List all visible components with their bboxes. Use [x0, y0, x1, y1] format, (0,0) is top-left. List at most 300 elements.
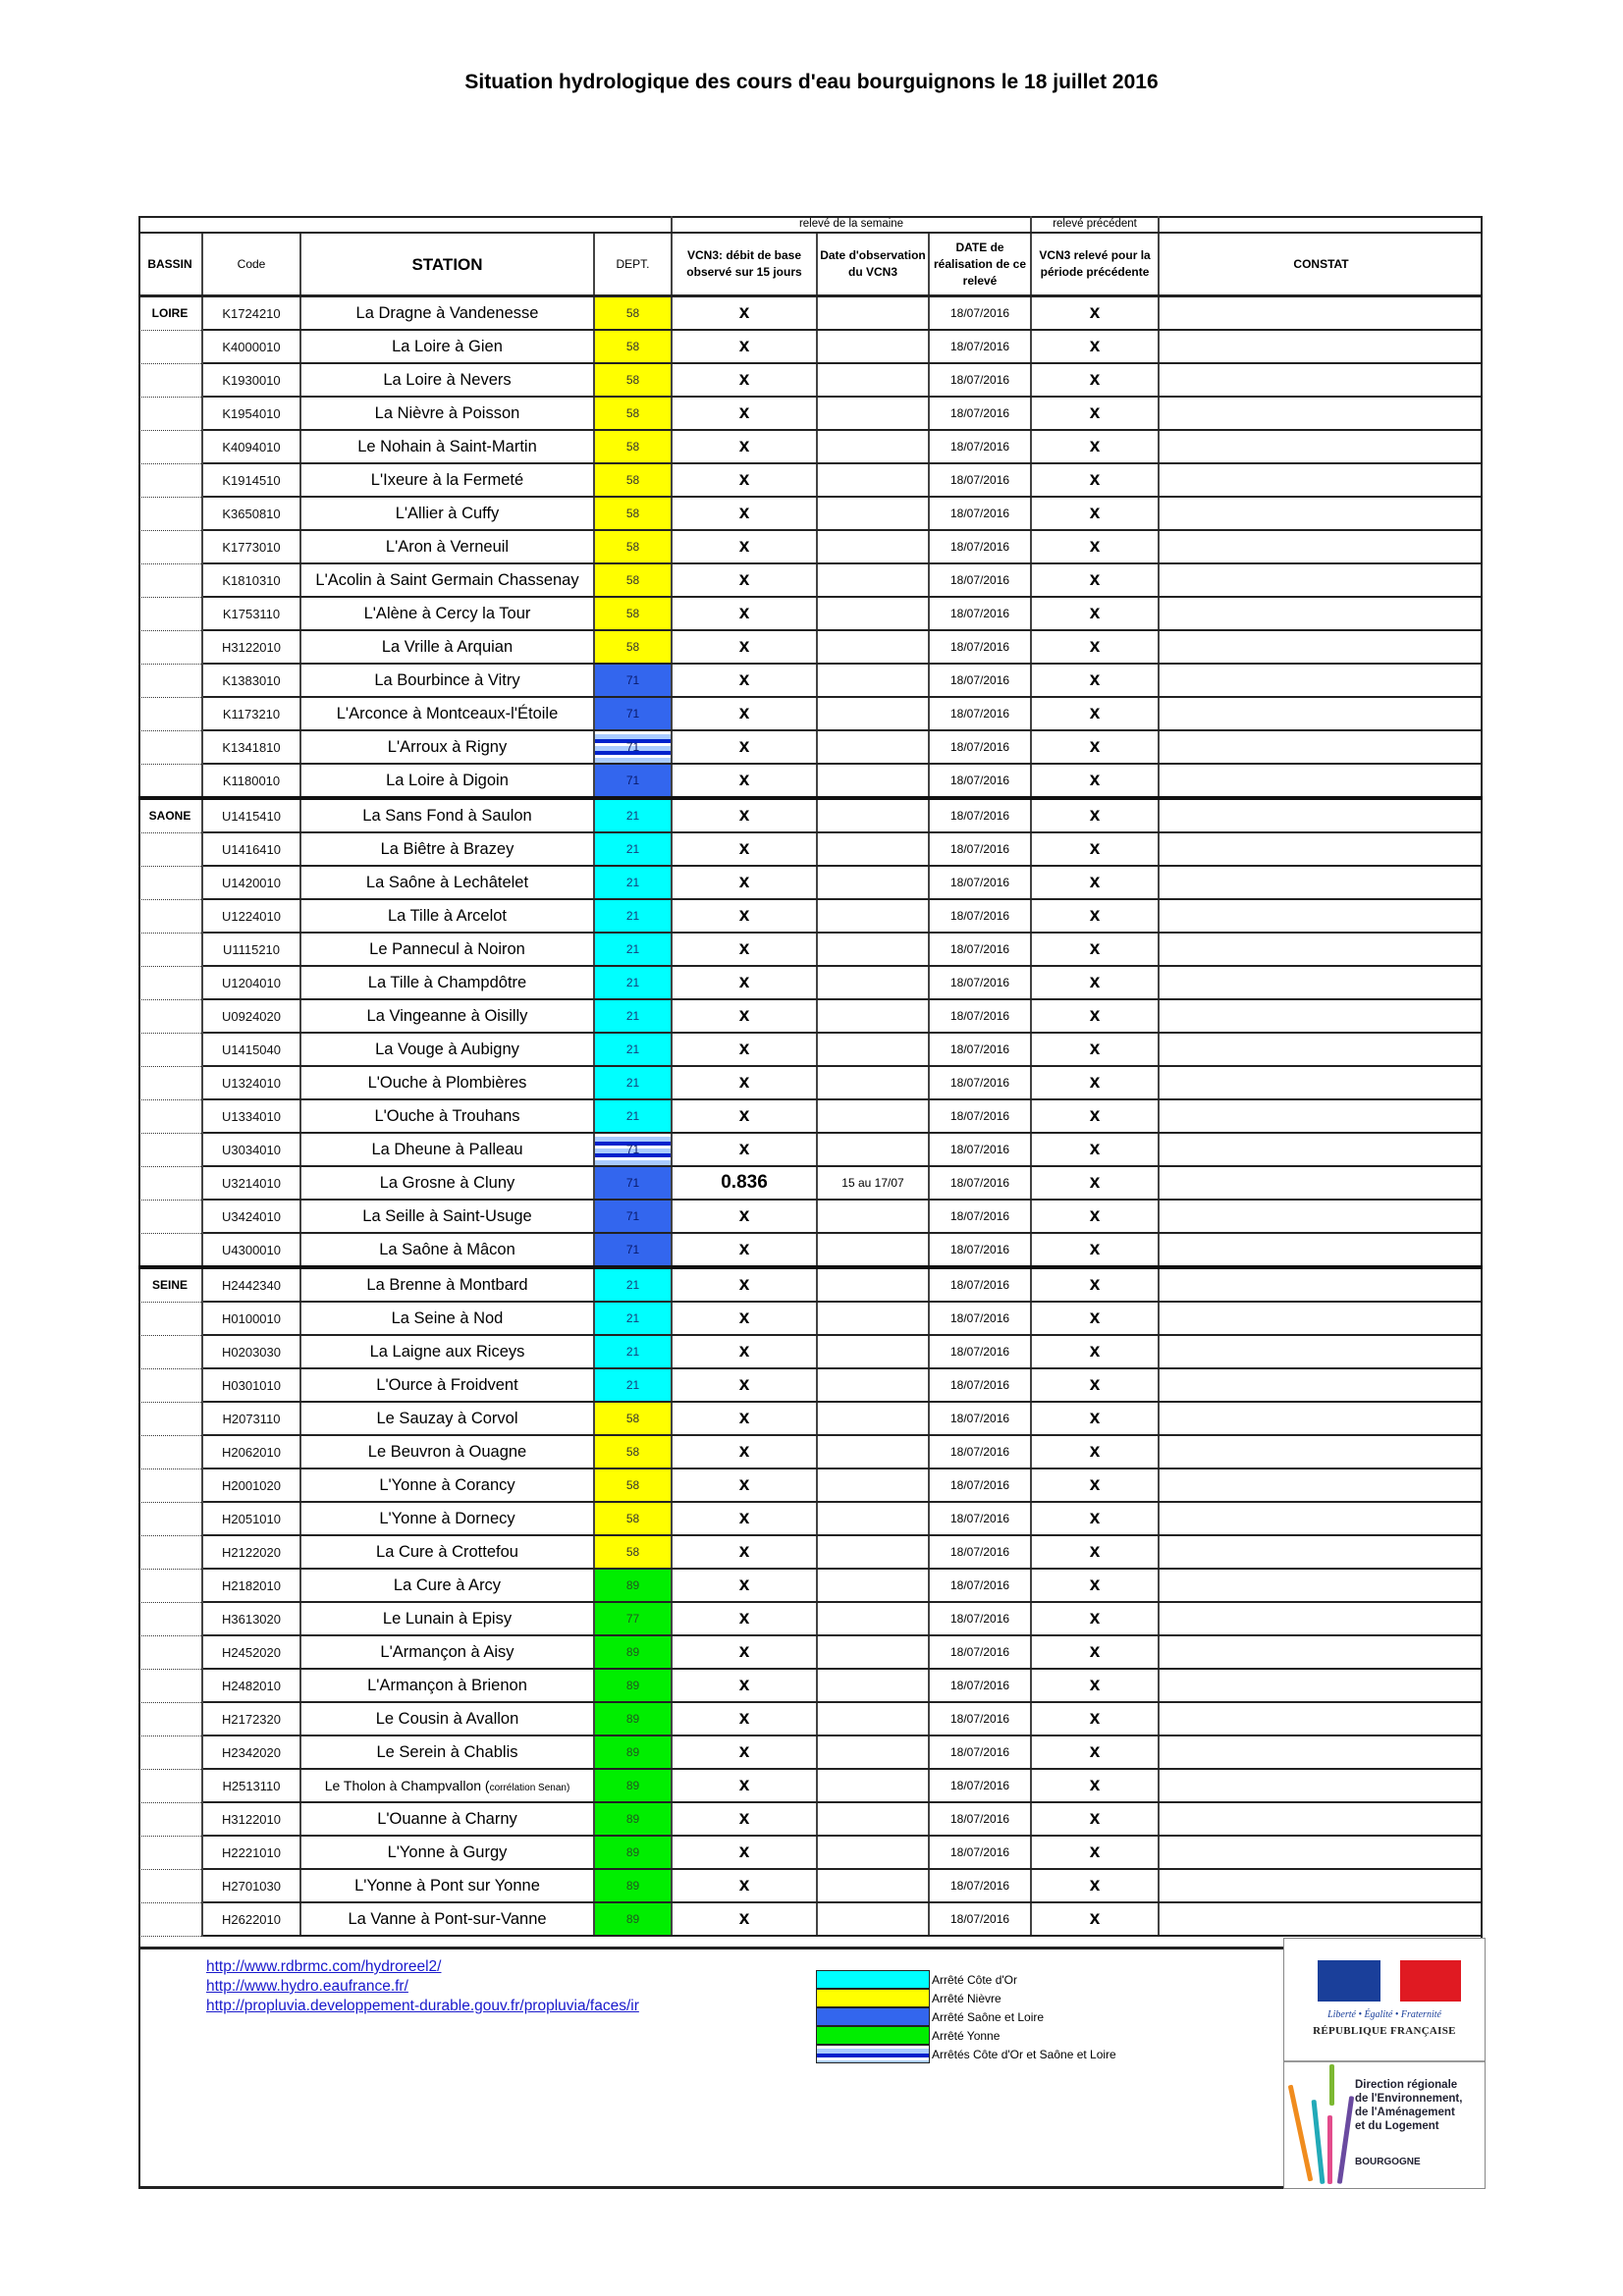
- date-cell: 18/07/2016: [929, 1669, 1031, 1702]
- constat-cell: [1159, 1166, 1483, 1200]
- station-cell: La Seine à Nod: [300, 1302, 594, 1335]
- obs-date-cell: [817, 1233, 929, 1267]
- obs-date-cell: [817, 1267, 929, 1302]
- legend: [816, 1970, 1116, 2063]
- station-cell: La Laigne aux Riceys: [300, 1335, 594, 1368]
- constat-cell: [1159, 630, 1483, 664]
- code-cell: U1334010: [202, 1099, 300, 1133]
- vcn3-cell: x: [672, 630, 817, 664]
- republic-name: RÉPUBLIQUE FRANÇAISE: [1313, 2025, 1456, 2037]
- vcn3-cell: x: [672, 363, 817, 397]
- vcn3-prev-cell: x: [1031, 1267, 1159, 1302]
- vcn3-cell: x: [672, 1133, 817, 1166]
- table-row: [138, 1402, 1483, 1435]
- date-cell: 18/07/2016: [929, 597, 1031, 630]
- vcn3-cell: x: [672, 497, 817, 530]
- bassin-cell: [138, 1502, 202, 1535]
- station-cell: La Vrille à Arquian: [300, 630, 594, 664]
- table-row: [138, 397, 1483, 430]
- dept-cell: 71: [594, 664, 672, 697]
- vcn3-cell: x: [672, 697, 817, 730]
- dept-cell: 58: [594, 1435, 672, 1468]
- vcn3-prev-cell: x: [1031, 1435, 1159, 1468]
- bassin-cell: [138, 463, 202, 497]
- vcn3-cell: x: [672, 330, 817, 363]
- station-cell: L'Ixeure à la Fermeté: [300, 463, 594, 497]
- code-cell: H2062010: [202, 1435, 300, 1468]
- table-row: [138, 899, 1483, 933]
- vcn3-cell: x: [672, 1869, 817, 1902]
- obs-date-cell: [817, 563, 929, 597]
- dreal-line: Direction régionale: [1355, 2079, 1458, 2091]
- constat-cell: [1159, 463, 1483, 497]
- table-row: [138, 1468, 1483, 1502]
- date-cell: 18/07/2016: [929, 1166, 1031, 1200]
- table-row: [138, 530, 1483, 563]
- bassin-cell: [138, 999, 202, 1033]
- constat-cell: [1159, 1902, 1483, 1936]
- station-cell: L'Armançon à Aisy: [300, 1635, 594, 1669]
- column-header-code: Code: [202, 233, 300, 296]
- table-row: [138, 1066, 1483, 1099]
- bassin-cell: [138, 1166, 202, 1200]
- table-row: [138, 1267, 1483, 1302]
- vcn3-cell: x: [672, 1066, 817, 1099]
- table-row: [138, 1166, 1483, 1200]
- vcn3-cell: x: [672, 664, 817, 697]
- vcn3-prev-cell: x: [1031, 1869, 1159, 1902]
- bassin-cell: [138, 1133, 202, 1166]
- constat-cell: [1159, 1735, 1483, 1769]
- table-body: [138, 296, 1483, 1937]
- code-cell: K1810310: [202, 563, 300, 597]
- vcn3-prev-cell: x: [1031, 1368, 1159, 1402]
- obs-date-cell: [817, 1502, 929, 1535]
- dreal-region: BOURGOGNE: [1355, 2157, 1421, 2167]
- vcn3-cell: x: [672, 1735, 817, 1769]
- vcn3-prev-cell: x: [1031, 1836, 1159, 1869]
- station-cell: Le Sauzay à Corvol: [300, 1402, 594, 1435]
- code-cell: K4094010: [202, 430, 300, 463]
- dept-cell: 58: [594, 463, 672, 497]
- station-cell: L'Ouanne à Charny: [300, 1802, 594, 1836]
- vcn3-prev-cell: x: [1031, 1802, 1159, 1836]
- dept-cell: 58: [594, 430, 672, 463]
- station-cell: La Grosne à Cluny: [300, 1166, 594, 1200]
- table-row: [138, 1133, 1483, 1166]
- table-row: [138, 798, 1483, 832]
- obs-date-cell: [817, 832, 929, 866]
- code-cell: U1415410: [202, 798, 300, 832]
- bassin-cell: [138, 1669, 202, 1702]
- code-cell: U3034010: [202, 1133, 300, 1166]
- bassin-cell: [138, 730, 202, 764]
- date-cell: 18/07/2016: [929, 1133, 1031, 1166]
- vcn3-cell: x: [672, 1233, 817, 1267]
- bassin-cell: [138, 330, 202, 363]
- vcn3-cell: x: [672, 1302, 817, 1335]
- vcn3-cell: x: [672, 1669, 817, 1702]
- vcn3-prev-cell: x: [1031, 999, 1159, 1033]
- table-row: [138, 330, 1483, 363]
- station-cell: La Tille à Arcelot: [300, 899, 594, 933]
- obs-date-cell: [817, 397, 929, 430]
- table-row: [138, 563, 1483, 597]
- legend-item-cote-dor-saone-et-loire: [816, 2045, 1116, 2063]
- station-cell: [300, 1769, 594, 1802]
- bassin-cell: [138, 397, 202, 430]
- dept-cell: 21: [594, 1033, 672, 1066]
- vcn3-cell: x: [672, 1033, 817, 1066]
- date-cell: 18/07/2016: [929, 296, 1031, 331]
- bassin-cell: [138, 1033, 202, 1066]
- code-cell: K1180010: [202, 764, 300, 798]
- vcn3-prev-cell: x: [1031, 330, 1159, 363]
- flag-red-icon: [1400, 1960, 1461, 2002]
- constat-cell: [1159, 1569, 1483, 1602]
- constat-cell: [1159, 1702, 1483, 1735]
- date-cell: 18/07/2016: [929, 1635, 1031, 1669]
- vcn3-prev-cell: x: [1031, 1569, 1159, 1602]
- dept-cell: 58: [594, 330, 672, 363]
- dept-cell: 21: [594, 798, 672, 832]
- obs-date-cell: [817, 1836, 929, 1869]
- obs-date-cell: [817, 764, 929, 798]
- vcn3-prev-cell: x: [1031, 1502, 1159, 1535]
- vcn3-prev-cell: x: [1031, 1902, 1159, 1936]
- constat-cell: [1159, 1502, 1483, 1535]
- dept-cell: 58: [594, 363, 672, 397]
- column-header-date: DATE de réalisation de ce relevé: [929, 233, 1031, 296]
- station-cell: La Brenne à Montbard: [300, 1267, 594, 1302]
- column-header-dept: DEPT.: [594, 233, 672, 296]
- date-cell: 18/07/2016: [929, 530, 1031, 563]
- vcn3-cell: x: [672, 296, 817, 331]
- vcn3-prev-cell: x: [1031, 497, 1159, 530]
- obs-date-cell: [817, 1669, 929, 1702]
- code-cell: U3214010: [202, 1166, 300, 1200]
- vcn3-cell: x: [672, 1502, 817, 1535]
- constat-cell: [1159, 563, 1483, 597]
- table-blank-band: [138, 1932, 1483, 1949]
- bassin-cell: [138, 1836, 202, 1869]
- vcn3-cell: x: [672, 730, 817, 764]
- date-cell: 18/07/2016: [929, 1569, 1031, 1602]
- dept-cell: 71: [594, 1166, 672, 1200]
- dept-cell: 71: [594, 1233, 672, 1267]
- table-row: [138, 1769, 1483, 1802]
- code-cell: U1324010: [202, 1066, 300, 1099]
- date-cell: 18/07/2016: [929, 866, 1031, 899]
- obs-date-cell: [817, 530, 929, 563]
- date-cell: 18/07/2016: [929, 630, 1031, 664]
- date-cell: 18/07/2016: [929, 899, 1031, 933]
- code-cell: H3122010: [202, 630, 300, 664]
- column-header-obs-date: Date d'observation du VCN3: [817, 233, 929, 296]
- date-cell: 18/07/2016: [929, 1267, 1031, 1302]
- code-cell: H0100010: [202, 1302, 300, 1335]
- dept-cell: 58: [594, 497, 672, 530]
- bassin-cell: [138, 1869, 202, 1902]
- bassin-cell: [138, 1368, 202, 1402]
- bassin-cell: [138, 630, 202, 664]
- group-header-previous: relevé précédent: [1031, 216, 1159, 233]
- obs-date-cell: [817, 630, 929, 664]
- vcn3-prev-cell: x: [1031, 798, 1159, 832]
- dept-cell: 21: [594, 1302, 672, 1335]
- bassin-cell: [138, 764, 202, 798]
- vcn3-prev-cell: x: [1031, 1635, 1159, 1669]
- station-cell: La Dragne à Vandenesse: [300, 296, 594, 331]
- constat-cell: [1159, 1267, 1483, 1302]
- table-row: [138, 497, 1483, 530]
- dept-cell: 77: [594, 1602, 672, 1635]
- dept-cell: 21: [594, 999, 672, 1033]
- station-cell: Le Lunain à Episy: [300, 1602, 594, 1635]
- column-header-vcn3: VCN3: débit de base observé sur 15 jours: [672, 233, 817, 296]
- code-cell: U1420010: [202, 866, 300, 899]
- bassin-cell: [138, 664, 202, 697]
- obs-date-cell: 15 au 17/07: [817, 1166, 929, 1200]
- dept-cell: 58: [594, 630, 672, 664]
- bassin-cell: [138, 1435, 202, 1468]
- constat-cell: [1159, 664, 1483, 697]
- station-cell: L'Yonne à Pont sur Yonne: [300, 1869, 594, 1902]
- vcn3-cell: x: [672, 1099, 817, 1133]
- dept-cell: 21: [594, 1335, 672, 1368]
- constat-cell: [1159, 1133, 1483, 1166]
- code-cell: H2701030: [202, 1869, 300, 1902]
- vcn3-prev-cell: x: [1031, 730, 1159, 764]
- bassin-cell: [138, 899, 202, 933]
- code-cell: U1416410: [202, 832, 300, 866]
- table-row: [138, 697, 1483, 730]
- obs-date-cell: [817, 330, 929, 363]
- date-cell: 18/07/2016: [929, 1535, 1031, 1569]
- table-row: [138, 430, 1483, 463]
- date-cell: 18/07/2016: [929, 1233, 1031, 1267]
- dept-cell: 58: [594, 397, 672, 430]
- date-cell: 18/07/2016: [929, 463, 1031, 497]
- obs-date-cell: [817, 966, 929, 999]
- station-cell: La Dheune à Palleau: [300, 1133, 594, 1166]
- dept-cell: 21: [594, 933, 672, 966]
- bassin-cell: [138, 1099, 202, 1133]
- vcn3-cell: x: [672, 764, 817, 798]
- code-cell: H2001020: [202, 1468, 300, 1502]
- constat-cell: [1159, 832, 1483, 866]
- date-cell: 18/07/2016: [929, 966, 1031, 999]
- constat-cell: [1159, 497, 1483, 530]
- station-name: Le Tholon à Champvallon (: [324, 1778, 490, 1793]
- legend-item-saone-et-loire: [816, 2007, 1116, 2026]
- dept-cell: 89: [594, 1836, 672, 1869]
- code-cell: U1115210: [202, 933, 300, 966]
- bassin-cell: [138, 1602, 202, 1635]
- date-cell: 18/07/2016: [929, 1335, 1031, 1368]
- vcn3-cell: x: [672, 832, 817, 866]
- obs-date-cell: [817, 1368, 929, 1402]
- dept-cell: 58: [594, 563, 672, 597]
- obs-date-cell: [817, 1535, 929, 1569]
- bassin-cell: [138, 1702, 202, 1735]
- obs-date-cell: [817, 999, 929, 1033]
- dept-cell: 21: [594, 1066, 672, 1099]
- station-cell: Le Serein à Chablis: [300, 1735, 594, 1769]
- station-cell: L'Ouche à Trouhans: [300, 1099, 594, 1133]
- date-cell: 18/07/2016: [929, 1836, 1031, 1869]
- constat-cell: [1159, 1402, 1483, 1435]
- dreal-line: de l'Aménagement: [1355, 2107, 1455, 2118]
- station-cell: La Tille à Champdôtre: [300, 966, 594, 999]
- station-cell: L'Yonne à Corancy: [300, 1468, 594, 1502]
- dept-cell: 71: [594, 764, 672, 798]
- legend-swatch-green: [816, 2026, 930, 2045]
- obs-date-cell: [817, 899, 929, 933]
- station-cell: La Saône à Mâcon: [300, 1233, 594, 1267]
- code-cell: K1173210: [202, 697, 300, 730]
- table-row: [138, 1735, 1483, 1769]
- constat-cell: [1159, 1368, 1483, 1402]
- constat-cell: [1159, 330, 1483, 363]
- vcn3-prev-cell: x: [1031, 1702, 1159, 1735]
- code-cell: U0924020: [202, 999, 300, 1033]
- date-cell: 18/07/2016: [929, 697, 1031, 730]
- legend-item-yonne: [816, 2026, 1116, 2045]
- constat-cell: [1159, 1669, 1483, 1702]
- vcn3-prev-cell: x: [1031, 966, 1159, 999]
- station-note: corrélation Senan): [489, 1783, 570, 1793]
- bassin-cell: [138, 1535, 202, 1569]
- code-cell: K1341810: [202, 730, 300, 764]
- flag-blue-icon: [1318, 1960, 1380, 2002]
- table-row: [138, 1099, 1483, 1133]
- vcn3-cell: x: [672, 1635, 817, 1669]
- vcn3-prev-cell: x: [1031, 530, 1159, 563]
- link-hydro-eaufrance[interactable]: http://www.hydro.eaufrance.fr/: [206, 1978, 408, 1995]
- bassin-cell: SEINE: [138, 1267, 202, 1302]
- date-cell: 18/07/2016: [929, 1702, 1031, 1735]
- code-cell: K1773010: [202, 530, 300, 563]
- station-cell: La Sans Fond à Saulon: [300, 798, 594, 832]
- bassin-cell: [138, 933, 202, 966]
- vcn3-prev-cell: x: [1031, 1535, 1159, 1569]
- bassin-cell: [138, 1468, 202, 1502]
- table-row: [138, 1869, 1483, 1902]
- link-rdbrmc[interactable]: http://www.rdbrmc.com/hydroreel2/: [206, 1958, 442, 1975]
- obs-date-cell: [817, 1435, 929, 1468]
- obs-date-cell: [817, 1802, 929, 1836]
- bassin-cell: [138, 866, 202, 899]
- bassin-cell: [138, 430, 202, 463]
- table-row: [138, 1335, 1483, 1368]
- constat-cell: [1159, 1602, 1483, 1635]
- code-cell: K1914510: [202, 463, 300, 497]
- station-cell: La Bourbince à Vitry: [300, 664, 594, 697]
- vcn3-prev-cell: x: [1031, 563, 1159, 597]
- dept-cell: 89: [594, 1635, 672, 1669]
- obs-date-cell: [817, 430, 929, 463]
- constat-cell: [1159, 899, 1483, 933]
- dept-cell: 71: [594, 730, 672, 764]
- vcn3-cell: x: [672, 1402, 817, 1435]
- date-cell: 18/07/2016: [929, 397, 1031, 430]
- vcn3-prev-cell: x: [1031, 1033, 1159, 1066]
- republique-francaise-logo: [1284, 1939, 1485, 2062]
- table-row: [138, 866, 1483, 899]
- station-cell: L'Acolin à Saint Germain Chassenay: [300, 563, 594, 597]
- constat-cell: [1159, 1099, 1483, 1133]
- obs-date-cell: [817, 1302, 929, 1335]
- table-row: [138, 999, 1483, 1033]
- legend-label: Arrêté Nièvre: [932, 1991, 1001, 2005]
- station-cell: L'Yonne à Dornecy: [300, 1502, 594, 1535]
- vcn3-cell: x: [672, 530, 817, 563]
- code-cell: U1224010: [202, 899, 300, 933]
- code-cell: H2051010: [202, 1502, 300, 1535]
- date-cell: 18/07/2016: [929, 1099, 1031, 1133]
- station-cell: La Cure à Crottefou: [300, 1535, 594, 1569]
- date-cell: 18/07/2016: [929, 497, 1031, 530]
- code-cell: H2172320: [202, 1702, 300, 1735]
- column-header-vcn3-prev: VCN3 relevé pour la période précédente: [1031, 233, 1159, 296]
- station-cell: L'Alène à Cercy la Tour: [300, 597, 594, 630]
- station-cell: La Vouge à Aubigny: [300, 1033, 594, 1066]
- code-cell: K1724210: [202, 296, 300, 331]
- vcn3-prev-cell: x: [1031, 1468, 1159, 1502]
- obs-date-cell: [817, 1735, 929, 1769]
- bassin-cell: [138, 1735, 202, 1769]
- dept-cell: 58: [594, 296, 672, 331]
- station-cell: L'Ource à Froidvent: [300, 1368, 594, 1402]
- table-row: [138, 630, 1483, 664]
- dept-cell: 89: [594, 1702, 672, 1735]
- vcn3-cell: x: [672, 1535, 817, 1569]
- code-cell: U1415040: [202, 1033, 300, 1066]
- station-cell: La Cure à Arcy: [300, 1569, 594, 1602]
- dreal-line: et du Logement: [1355, 2120, 1439, 2132]
- table-row: [138, 1233, 1483, 1267]
- link-propluvia[interactable]: http://propluvia.developpement-durable.gouv.fr/propluvia/faces/ir: [206, 1998, 639, 2014]
- obs-date-cell: [817, 697, 929, 730]
- date-cell: 18/07/2016: [929, 798, 1031, 832]
- code-cell: H2513110: [202, 1769, 300, 1802]
- bassin-cell: [138, 530, 202, 563]
- table-row: [138, 933, 1483, 966]
- vcn3-prev-cell: x: [1031, 296, 1159, 331]
- dept-cell: 58: [594, 530, 672, 563]
- date-cell: 18/07/2016: [929, 430, 1031, 463]
- station-cell: La Saône à Lechâtelet: [300, 866, 594, 899]
- vcn3-cell: x: [672, 999, 817, 1033]
- constat-cell: [1159, 1769, 1483, 1802]
- legend-swatch-cyan: [816, 1970, 930, 1989]
- code-cell: H2342020: [202, 1735, 300, 1769]
- constat-cell: [1159, 798, 1483, 832]
- dept-cell: 21: [594, 1267, 672, 1302]
- code-cell: K4000010: [202, 330, 300, 363]
- column-header-bassin: BASSIN: [138, 233, 202, 296]
- date-cell: 18/07/2016: [929, 1468, 1031, 1502]
- date-cell: 18/07/2016: [929, 999, 1031, 1033]
- constat-cell: [1159, 1435, 1483, 1468]
- obs-date-cell: [817, 1769, 929, 1802]
- legend-label: Arrêté Yonne: [932, 2028, 1001, 2043]
- table-row: [138, 1902, 1483, 1936]
- vcn3-cell: x: [672, 1569, 817, 1602]
- vcn3-cell: x: [672, 1335, 817, 1368]
- bassin-cell: LOIRE: [138, 296, 202, 331]
